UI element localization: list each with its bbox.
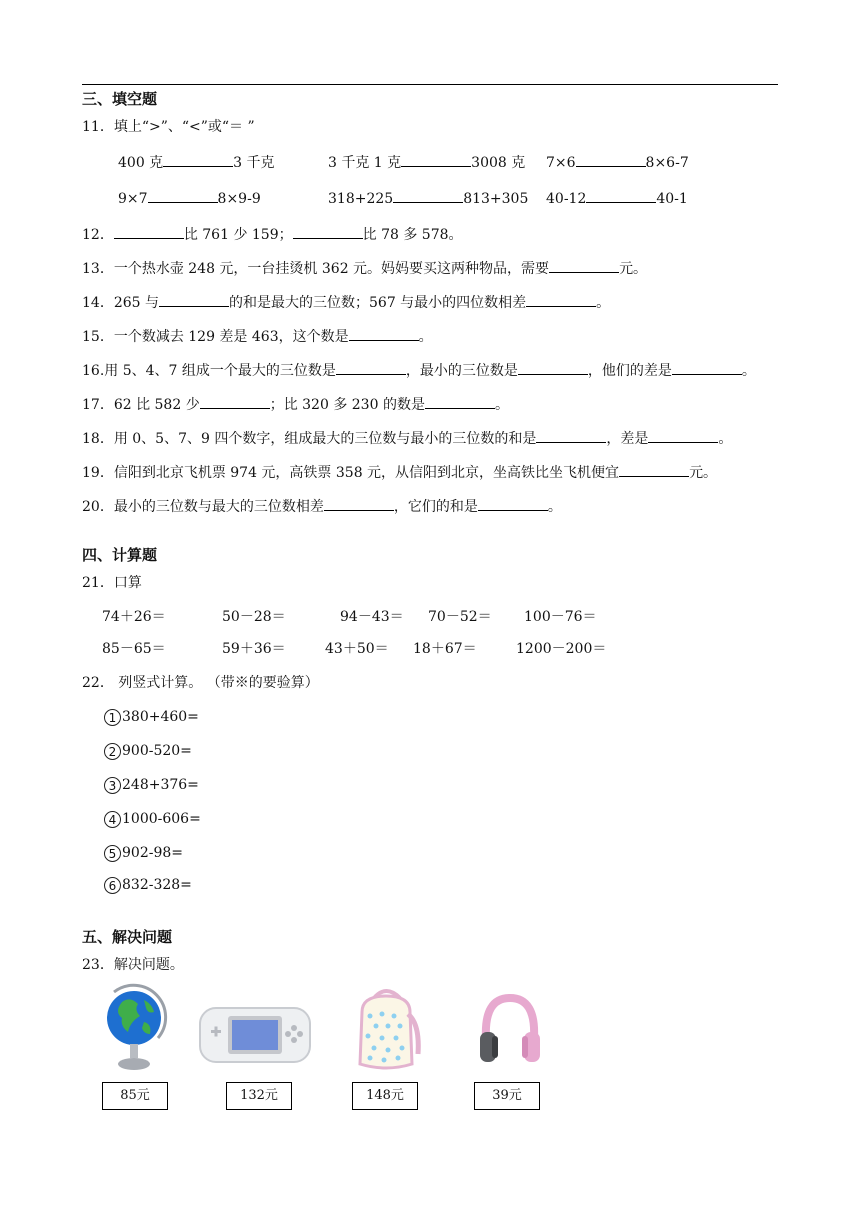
game-console-icon <box>198 1004 312 1066</box>
answer-blank[interactable] <box>425 394 495 409</box>
question-14: 14．265 与 的和是最大的三位数；567 与最小的四位数相差 。 <box>82 292 610 312</box>
answer-blank[interactable] <box>648 428 718 443</box>
section-4-title: 四、计算题 <box>82 546 158 564</box>
price-tag: 148元 <box>352 1082 418 1110</box>
answer-blank[interactable] <box>163 152 233 167</box>
circled-number: 2 <box>104 743 121 760</box>
answer-blank[interactable] <box>159 292 229 307</box>
globe-icon <box>100 982 170 1074</box>
answer-blank[interactable] <box>336 360 406 375</box>
question-17: 17．62 比 582 少 ；比 320 多 230 的数是 。 <box>82 394 509 414</box>
circled-number: 1 <box>104 709 121 726</box>
answer-blank[interactable] <box>526 292 596 307</box>
mental-calc-item: 70－52＝ <box>428 609 492 625</box>
answer-blank[interactable] <box>576 152 646 167</box>
q11-r2-c1: 9×7 8×9-9 <box>118 188 261 208</box>
section-3-title: 三、填空题 <box>82 90 158 108</box>
q11-r1-c3: 7×6 8×6-7 <box>546 152 689 172</box>
question-11-label: 11．填上“>”、“<”或“＝ ” <box>82 119 255 135</box>
answer-blank[interactable] <box>324 496 394 511</box>
section-5-title: 五、解决问题 <box>82 928 173 946</box>
question-18: 18．用 0、5、7、9 四个数字，组成最大的三位数与最小的三位数的和是 ，差是 。 <box>82 428 732 448</box>
q11-r2-c3: 40-12 40-1 <box>546 188 688 208</box>
mental-calc-item: 94－43＝ <box>340 609 404 625</box>
answer-blank[interactable] <box>401 152 471 167</box>
circled-number: 4 <box>104 811 121 828</box>
backpack-icon <box>352 984 424 1074</box>
question-23-label: 23．解决问题。 <box>82 957 184 973</box>
answer-blank[interactable] <box>293 224 363 239</box>
question-13: 13．一个热水壶 248 元，一台挂烫机 362 元。妈妈要买这两种物品，需要 元。 <box>82 258 647 278</box>
answer-blank[interactable] <box>619 462 689 477</box>
vertical-calc-item: 4 1000-606= <box>104 810 201 828</box>
question-15: 15．一个数减去 129 差是 463，这个数是 。 <box>82 326 433 346</box>
vertical-calc-item: 6 832-328= <box>104 876 192 894</box>
mental-calc-item: 74＋26＝ <box>102 609 166 625</box>
price-tag: 85元 <box>102 1082 168 1110</box>
vertical-calc-item: 2 900-520= <box>104 742 192 760</box>
answer-blank[interactable] <box>349 326 419 341</box>
vertical-calc-item: 1 380+460= <box>104 708 199 726</box>
mental-calc-item: 43＋50＝ <box>325 641 389 657</box>
mental-calc-item: 50－28＝ <box>222 609 286 625</box>
question-19: 19．信阳到北京飞机票 974 元，高铁票 358 元，从信阳到北京，坐高铁比坐飞机便宜 元。 <box>82 462 717 482</box>
mental-calc-item: 59＋36＝ <box>222 641 286 657</box>
mental-calc-item: 1200－200＝ <box>516 641 607 657</box>
answer-blank[interactable] <box>148 188 218 203</box>
mental-calc-item: 85－65＝ <box>102 641 166 657</box>
q11-r1-c2: 3 千克 1 克 3008 克 <box>328 152 525 172</box>
circled-number: 5 <box>104 845 121 862</box>
mental-calc-item: 100－76＝ <box>524 609 597 625</box>
price-tag: 132元 <box>226 1082 292 1110</box>
vertical-calc-item: 5 902-98= <box>104 844 183 862</box>
q11-r1-c1: 400 克 3 千克 <box>118 152 275 172</box>
answer-blank[interactable] <box>536 428 606 443</box>
answer-blank[interactable] <box>393 188 463 203</box>
answer-blank[interactable] <box>478 496 548 511</box>
answer-blank[interactable] <box>586 188 656 203</box>
circled-number: 3 <box>104 777 121 794</box>
answer-blank[interactable] <box>549 258 619 273</box>
question-20: 20．最小的三位数与最大的三位数相差 ，它们的和是 。 <box>82 496 562 516</box>
question-12: 12． 比 761 少 159； 比 78 多 578。 <box>82 224 463 244</box>
mental-calc-item: 18＋67＝ <box>413 641 477 657</box>
answer-blank[interactable] <box>114 224 184 239</box>
circled-number: 6 <box>104 877 121 894</box>
question-22-label: 22． 列竖式计算。 （带※的要验算） <box>82 675 319 691</box>
top-rule <box>82 84 778 85</box>
vertical-calc-item: 3 248+376= <box>104 776 199 794</box>
headphones-icon <box>476 992 544 1068</box>
question-21-label: 21．口算 <box>82 575 142 591</box>
answer-blank[interactable] <box>200 394 270 409</box>
answer-blank[interactable] <box>672 360 742 375</box>
question-16: 16.用 5、4、7 组成一个最大的三位数是 ，最小的三位数是 ，他们的差是 。 <box>82 360 756 380</box>
price-tag: 39元 <box>474 1082 540 1110</box>
q11-r2-c2: 318+225 813+305 <box>328 188 528 208</box>
answer-blank[interactable] <box>518 360 588 375</box>
